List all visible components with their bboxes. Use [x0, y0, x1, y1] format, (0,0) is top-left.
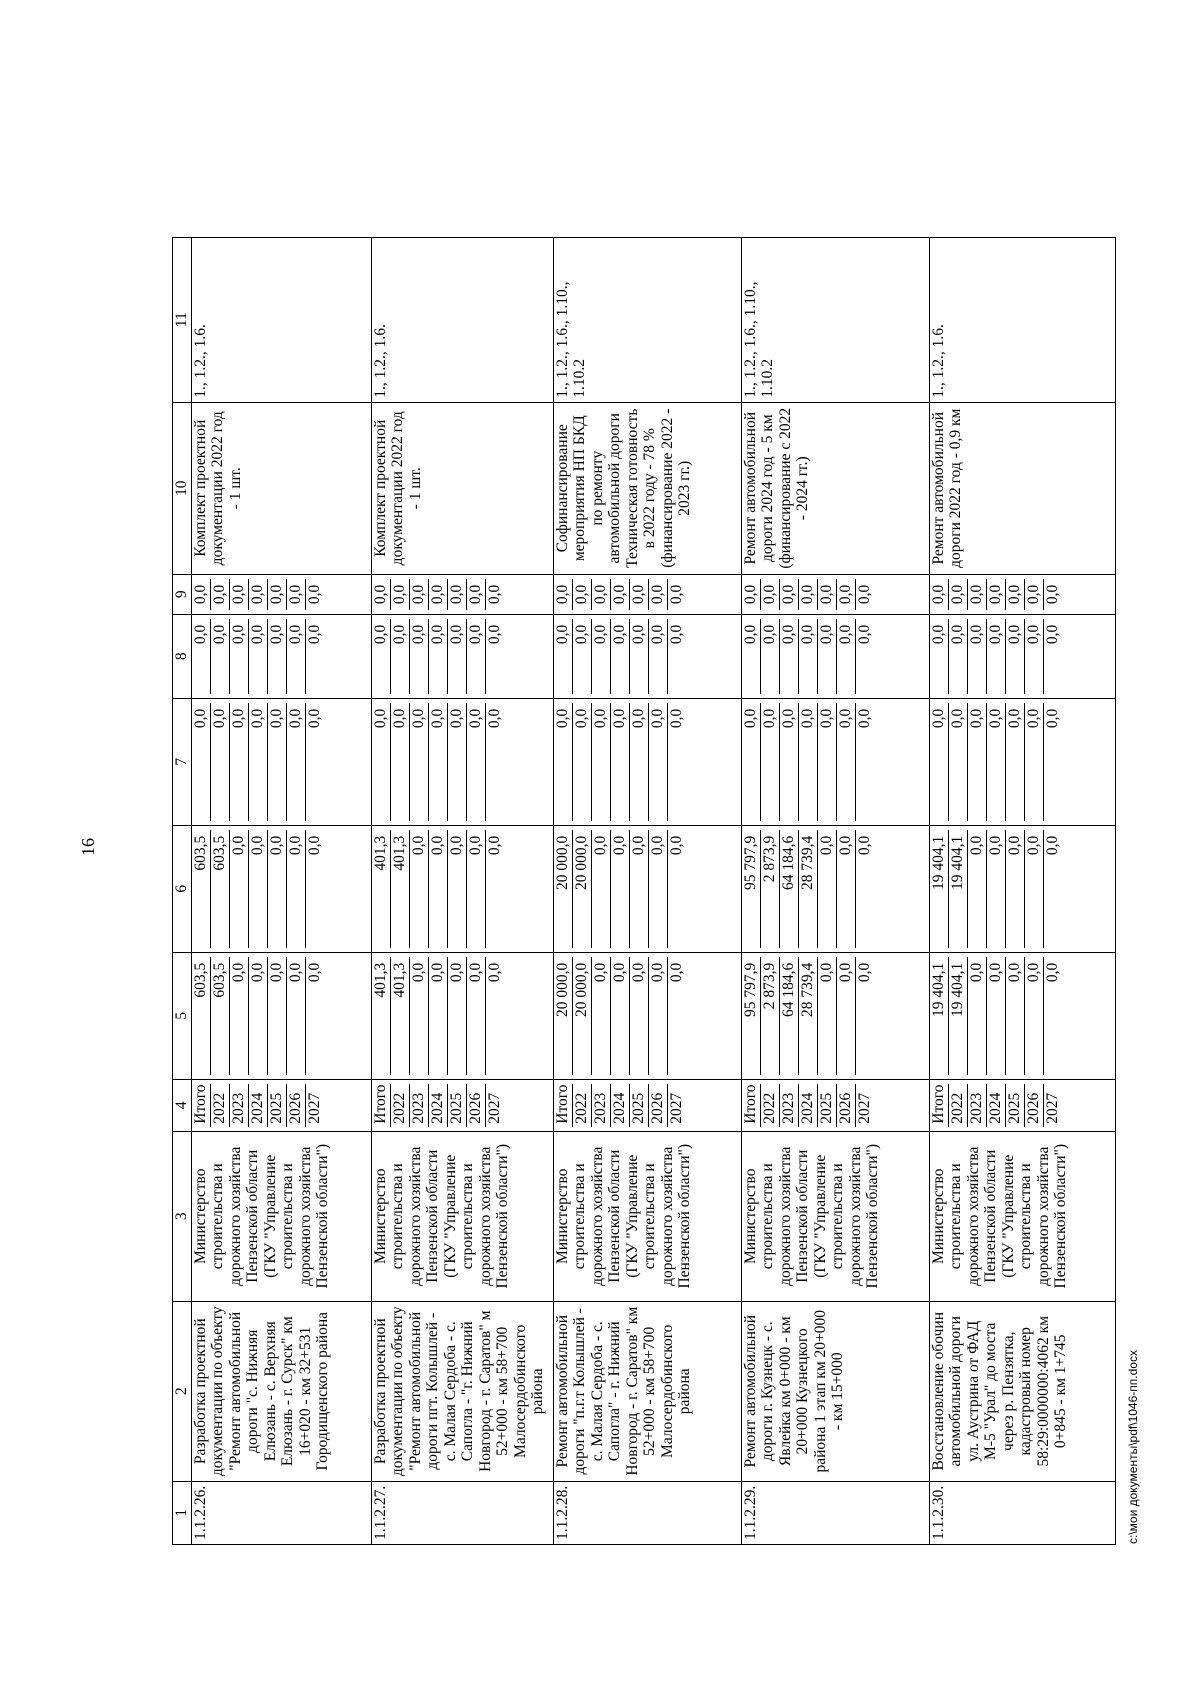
- amount-cell: 0,0: [986, 579, 1005, 610]
- amount-column: [929, 614, 1115, 698]
- amount-column: [741, 614, 929, 698]
- amount-column: [929, 698, 1115, 825]
- expected-result: Комплект проектной документации 2022 год - 1 шт.: [371, 402, 553, 574]
- table-row: [741, 237, 929, 1544]
- amount-cell: 0,0: [305, 835, 323, 856]
- amount-cell: 0,0: [229, 619, 248, 694]
- amount-cell: 0,0: [192, 703, 211, 821]
- year-cell: 2026: [648, 1084, 667, 1127]
- amount-cell: 401,3: [390, 830, 409, 948]
- amount-cell: 0,0: [779, 579, 798, 610]
- amount-cell: 0,0: [855, 584, 873, 605]
- amount-cell: 0,0: [409, 830, 428, 948]
- amount-cell: 0,0: [485, 584, 503, 605]
- year-cell: 2025: [447, 1084, 466, 1127]
- amount-cell: 0,0: [798, 703, 817, 821]
- amount-cell: 28 739,4: [798, 830, 817, 948]
- year-cell: 2025: [629, 1084, 648, 1127]
- header-cell: 6: [173, 825, 192, 952]
- row-number: 1.1.2.26.: [191, 1481, 371, 1544]
- amount-cell: 0,0: [267, 830, 286, 948]
- amount-cell: 0,0: [286, 703, 305, 821]
- amount-column: [371, 698, 553, 825]
- amount-cell: 0,0: [967, 703, 986, 821]
- amount-cell: 0,0: [967, 830, 986, 948]
- amount-cell: 0,0: [390, 703, 409, 821]
- amount-cell: 0,0: [1043, 708, 1061, 729]
- amount-cell: 0,0: [447, 830, 466, 948]
- amount-cell: 0,0: [986, 957, 1005, 1075]
- amount-column: [553, 698, 741, 825]
- year-cell: 2027: [667, 1092, 685, 1124]
- header-cell: 4: [173, 1079, 192, 1131]
- amount-cell: 0,0: [742, 703, 761, 821]
- amount-cell: 28 739,4: [798, 957, 817, 1075]
- amount-cell: 0,0: [554, 579, 573, 610]
- year-cell: Итого: [192, 1084, 211, 1127]
- amount-cell: 0,0: [267, 619, 286, 694]
- year-cell: 2026: [836, 1084, 855, 1127]
- amount-column: [741, 825, 929, 952]
- amount-cell: 0,0: [447, 579, 466, 610]
- object-name: Ремонт автомобильной дороги г. Кузнецк - с. Явлейка км 0+000 - км 20+000 Кузнецкого района 1 этап км 20+000 - км 15+000: [741, 1301, 929, 1481]
- amount-cell: 0,0: [229, 830, 248, 948]
- amount-cell: 0,0: [817, 830, 836, 948]
- executor: Министерство строительства и дорожного хозяйства Пензенской области (ГКУ "Управление строительства и дорожного хозяйства Пензенской области"): [741, 1131, 929, 1301]
- amount-column: [191, 952, 371, 1079]
- amount-cell: 0,0: [836, 703, 855, 821]
- table-row: [929, 237, 1115, 1544]
- indicator-ref: 1., 1.2., 1.6.: [371, 237, 553, 402]
- amount-cell: 0,0: [192, 579, 211, 610]
- header-cell: 11: [173, 237, 192, 402]
- amount-column: [929, 574, 1115, 614]
- amount-cell: 603,5: [210, 830, 229, 948]
- amount-cell: 19 404,1: [930, 830, 949, 948]
- amount-cell: 0,0: [409, 703, 428, 821]
- amount-cell: 0,0: [742, 619, 761, 694]
- amount-cell: 0,0: [466, 830, 485, 948]
- amount-cell: 0,0: [305, 708, 323, 729]
- amount-cell: 0,0: [855, 835, 873, 856]
- amount-column: [371, 825, 553, 952]
- amount-cell: 2 873,9: [760, 830, 779, 948]
- amount-cell: 0,0: [610, 619, 629, 694]
- amount-cell: 0,0: [428, 957, 447, 1075]
- amount-cell: 0,0: [466, 619, 485, 694]
- year-cell: 2025: [1005, 1084, 1024, 1127]
- amount-column: [553, 614, 741, 698]
- footer-filepath: с:\мои документы\pdf\1046-пп.docx: [1126, 1350, 1140, 1544]
- program-table: [172, 237, 1116, 1545]
- amount-cell: 0,0: [466, 957, 485, 1075]
- amount-cell: 95 797,9: [742, 830, 761, 948]
- executor: Министерство строительства и дорожного хозяйства Пензенской области (ГКУ "Управление строительства и дорожного хозяйства Пензенской области"): [371, 1131, 553, 1301]
- year-cell: 2025: [817, 1084, 836, 1127]
- amount-cell: 0,0: [930, 619, 949, 694]
- header-cell: 3: [173, 1131, 192, 1301]
- amount-cell: 95 797,9: [742, 957, 761, 1075]
- year-cell: 2024: [610, 1084, 629, 1127]
- amount-cell: 0,0: [447, 957, 466, 1075]
- amount-cell: 0,0: [967, 579, 986, 610]
- amount-cell: 19 404,1: [948, 830, 967, 948]
- year-cell: 2025: [267, 1084, 286, 1127]
- year-cell: 2023: [591, 1084, 610, 1127]
- amount-cell: 603,5: [210, 957, 229, 1075]
- amount-cell: 0,0: [591, 579, 610, 610]
- amount-cell: 0,0: [447, 703, 466, 821]
- year-cell: 2026: [466, 1084, 485, 1127]
- amount-cell: 0,0: [1043, 624, 1061, 645]
- amount-cell: 0,0: [779, 619, 798, 694]
- amount-cell: 0,0: [629, 619, 648, 694]
- amount-cell: 0,0: [466, 579, 485, 610]
- page-number: 16: [78, 838, 98, 856]
- expected-result: Ремонт автомобильной дороги 2024 год - 5 км (финансирование с 2022 - 2024 гг.): [741, 402, 929, 574]
- year-cell: 2022: [572, 1084, 591, 1127]
- year-cell: 2024: [798, 1084, 817, 1127]
- object-name: Ремонт автомобильной дороги "п.г.т Колышлей - с. Малая Сердоба - с. Сапогла" - г. Нижний Новгород - г. Саратов" км 52+000 - км 58+700 Малосердобинского района: [553, 1301, 741, 1481]
- amount-cell: 0,0: [855, 708, 873, 729]
- amount-cell: 0,0: [667, 962, 685, 983]
- amount-cell: 0,0: [409, 957, 428, 1075]
- amount-cell: 0,0: [409, 579, 428, 610]
- year-cell: Итого: [930, 1084, 949, 1127]
- amount-column: [741, 952, 929, 1079]
- amount-cell: 0,0: [648, 957, 667, 1075]
- amount-cell: 0,0: [817, 579, 836, 610]
- amount-cell: 0,0: [610, 957, 629, 1075]
- amount-cell: 0,0: [428, 830, 447, 948]
- amount-cell: 0,0: [229, 703, 248, 821]
- amount-cell: 0,0: [779, 703, 798, 821]
- amount-cell: 0,0: [372, 703, 391, 821]
- amount-cell: 0,0: [267, 579, 286, 610]
- amount-cell: 0,0: [836, 830, 855, 948]
- amount-cell: 0,0: [667, 708, 685, 729]
- year-cell: 2024: [986, 1084, 1005, 1127]
- expected-result: Ремонт автомобильной дороги 2022 год - 0,9 км: [929, 402, 1115, 574]
- amount-cell: 0,0: [305, 624, 323, 645]
- year-cell: Итого: [554, 1084, 573, 1127]
- amount-cell: 0,0: [466, 703, 485, 821]
- amount-column: [741, 574, 929, 614]
- amount-cell: 0,0: [930, 579, 949, 610]
- expected-result: Комплект проектной документации 2022 год - 1 шт.: [191, 402, 371, 574]
- amount-cell: 0,0: [742, 579, 761, 610]
- row-number: 1.1.2.27.: [371, 1481, 553, 1544]
- amount-cell: 0,0: [760, 579, 779, 610]
- amount-cell: 0,0: [1024, 830, 1043, 948]
- amount-cell: 0,0: [648, 579, 667, 610]
- amount-cell: 0,0: [248, 957, 267, 1075]
- year-cell: 2026: [1024, 1084, 1043, 1127]
- amount-cell: 401,3: [390, 957, 409, 1075]
- amount-cell: 0,0: [1024, 957, 1043, 1075]
- indicator-ref: 1., 1.2., 1.6.: [929, 237, 1115, 402]
- indicator-ref: 1., 1.2., 1.6., 1.10., 1.10.2: [741, 237, 929, 402]
- year-cell: 2022: [948, 1084, 967, 1127]
- object-name: Восстановление обочин автомобильной дороги ул. Аустрина от ФАД М-5 "Урал" до моста через р. Пензятка, кадастровый номер 58:29:0000000:4062 км 0+845 - км 1+745: [929, 1301, 1115, 1481]
- amount-cell: 0,0: [629, 830, 648, 948]
- header-cell: 9: [173, 574, 192, 614]
- header-cell: 2: [173, 1301, 192, 1481]
- amount-cell: 0,0: [629, 579, 648, 610]
- amount-cell: 0,0: [948, 579, 967, 610]
- amount-cell: 0,0: [1024, 619, 1043, 694]
- year-cell: 2023: [779, 1084, 798, 1127]
- amount-cell: 0,0: [1043, 962, 1061, 983]
- amount-cell: 0,0: [372, 619, 391, 694]
- object-name: Разработка проектной документации по объекту "Ремонт автомобильной дороги пгт. Колышлей - с. Малая Сердоба - с. Сапогла - "г. Нижний Новгород - г. Саратов" м 52+000 - км 58+700 Малосердобинского района: [371, 1301, 553, 1481]
- amount-cell: 0,0: [428, 703, 447, 821]
- amount-cell: 0,0: [267, 703, 286, 821]
- amount-cell: 20 000,0: [554, 830, 573, 948]
- amount-cell: 0,0: [1005, 619, 1024, 694]
- amount-cell: 0,0: [948, 703, 967, 821]
- amount-cell: 0,0: [210, 619, 229, 694]
- amount-column: [371, 952, 553, 1079]
- amount-cell: 0,0: [817, 703, 836, 821]
- year-cell: 2023: [229, 1084, 248, 1127]
- expected-result: Софинансирование мероприятия НП БКД по ремонту автомобильной дороги Техническая готовность в 2022 году - 78 % (финансирование 2022 - 2023 гг.): [553, 402, 741, 574]
- amount-cell: 0,0: [817, 619, 836, 694]
- amount-cell: 0,0: [1005, 830, 1024, 948]
- amount-cell: 0,0: [610, 579, 629, 610]
- year-column: [553, 1079, 741, 1131]
- year-cell: 2023: [967, 1084, 986, 1127]
- amount-cell: 20 000,0: [572, 957, 591, 1075]
- amount-cell: 0,0: [836, 579, 855, 610]
- amount-cell: 0,0: [485, 835, 503, 856]
- amount-cell: 0,0: [760, 703, 779, 821]
- amount-column: [553, 952, 741, 1079]
- header-cell: 5: [173, 952, 192, 1079]
- year-cell: 2027: [1043, 1092, 1061, 1124]
- row-number: 1.1.2.29.: [741, 1481, 929, 1544]
- amount-cell: 0,0: [554, 619, 573, 694]
- amount-cell: 0,0: [836, 957, 855, 1075]
- indicator-ref: 1., 1.2., 1.6., 1.10., 1.10.2: [553, 237, 741, 402]
- amount-cell: 0,0: [610, 703, 629, 821]
- amount-cell: 0,0: [1024, 703, 1043, 821]
- amount-column: [741, 698, 929, 825]
- amount-cell: 0,0: [967, 957, 986, 1075]
- amount-cell: 0,0: [1005, 957, 1024, 1075]
- amount-cell: 0,0: [1043, 584, 1061, 605]
- amount-cell: 0,0: [648, 619, 667, 694]
- amount-cell: 0,0: [210, 703, 229, 821]
- amount-cell: 64 184,6: [779, 830, 798, 948]
- header-row: [173, 237, 192, 1544]
- row-number: 1.1.2.30.: [929, 1481, 1115, 1544]
- year-cell: 2022: [390, 1084, 409, 1127]
- amount-cell: 2 873,9: [760, 957, 779, 1075]
- amount-cell: 64 184,6: [779, 957, 798, 1075]
- amount-cell: 0,0: [817, 957, 836, 1075]
- table-row: [371, 237, 553, 1544]
- amount-cell: 0,0: [667, 624, 685, 645]
- amount-cell: 0,0: [267, 957, 286, 1075]
- indicator-ref: 1., 1.2., 1.6.: [191, 237, 371, 402]
- amount-cell: 0,0: [485, 708, 503, 729]
- year-column: [741, 1079, 929, 1131]
- amount-cell: 0,0: [1005, 703, 1024, 821]
- amount-cell: 20 000,0: [572, 830, 591, 948]
- table-row: [191, 237, 371, 1544]
- amount-cell: 0,0: [210, 579, 229, 610]
- amount-column: [191, 825, 371, 952]
- amount-cell: 0,0: [192, 619, 211, 694]
- year-cell: 2022: [760, 1084, 779, 1127]
- amount-cell: 0,0: [591, 619, 610, 694]
- amount-cell: 0,0: [629, 703, 648, 821]
- year-cell: Итого: [742, 1084, 761, 1127]
- year-cell: 2027: [485, 1092, 503, 1124]
- amount-cell: 0,0: [286, 957, 305, 1075]
- amount-cell: 0,0: [1005, 579, 1024, 610]
- amount-cell: 0,0: [667, 584, 685, 605]
- year-cell: 2024: [248, 1084, 267, 1127]
- amount-cell: 0,0: [572, 703, 591, 821]
- amount-cell: 0,0: [305, 962, 323, 983]
- amount-cell: 0,0: [760, 619, 779, 694]
- amount-cell: 0,0: [248, 830, 267, 948]
- amount-cell: 603,5: [192, 957, 211, 1075]
- row-number: 1.1.2.28.: [553, 1481, 741, 1544]
- amount-column: [191, 574, 371, 614]
- amount-cell: 0,0: [372, 579, 391, 610]
- amount-cell: 0,0: [554, 703, 573, 821]
- amount-cell: 0,0: [1024, 579, 1043, 610]
- amount-cell: 0,0: [390, 579, 409, 610]
- header-cell: 7: [173, 698, 192, 825]
- amount-cell: 0,0: [390, 619, 409, 694]
- amount-cell: 401,3: [372, 957, 391, 1075]
- header-cell: 1: [173, 1481, 192, 1544]
- amount-cell: 0,0: [248, 703, 267, 821]
- amount-column: [191, 698, 371, 825]
- amount-cell: 0,0: [286, 619, 305, 694]
- header-cell: 10: [173, 402, 192, 574]
- amount-cell: 0,0: [667, 835, 685, 856]
- amount-cell: 0,0: [591, 830, 610, 948]
- amount-cell: 401,3: [372, 830, 391, 948]
- amount-cell: 0,0: [229, 957, 248, 1075]
- amount-cell: 0,0: [591, 957, 610, 1075]
- amount-cell: 0,0: [855, 962, 873, 983]
- year-cell: 2023: [409, 1084, 428, 1127]
- amount-cell: 0,0: [855, 624, 873, 645]
- year-column: [191, 1079, 371, 1131]
- amount-cell: 0,0: [286, 830, 305, 948]
- year-cell: 2027: [855, 1092, 873, 1124]
- amount-cell: 0,0: [648, 703, 667, 821]
- amount-cell: 0,0: [986, 830, 1005, 948]
- amount-cell: 0,0: [248, 619, 267, 694]
- amount-cell: 0,0: [248, 579, 267, 610]
- amount-column: [553, 825, 741, 952]
- amount-cell: 20 000,0: [554, 957, 573, 1075]
- amount-cell: 0,0: [986, 703, 1005, 821]
- amount-column: [371, 614, 553, 698]
- year-cell: 2026: [286, 1084, 305, 1127]
- amount-cell: 0,0: [836, 619, 855, 694]
- amount-cell: 603,5: [192, 830, 211, 948]
- amount-cell: 0,0: [485, 624, 503, 645]
- amount-cell: 0,0: [798, 579, 817, 610]
- amount-cell: 0,0: [409, 619, 428, 694]
- amount-cell: 0,0: [610, 830, 629, 948]
- amount-column: [929, 952, 1115, 1079]
- amount-cell: 0,0: [930, 703, 949, 821]
- amount-cell: 19 404,1: [948, 957, 967, 1075]
- year-cell: 2024: [428, 1084, 447, 1127]
- amount-column: [371, 574, 553, 614]
- executor: Министерство строительства и дорожного хозяйства Пензенской области (ГКУ "Управление строительства и дорожного хозяйства Пензенской области"): [929, 1131, 1115, 1301]
- amount-cell: 0,0: [305, 584, 323, 605]
- amount-cell: 0,0: [428, 619, 447, 694]
- amount-cell: 19 404,1: [930, 957, 949, 1075]
- year-cell: 2022: [210, 1084, 229, 1127]
- executor: Министерство строительства и дорожного хозяйства Пензенской области (ГКУ "Управление строительства и дорожного хозяйства Пензенской области"): [191, 1131, 371, 1301]
- amount-cell: 0,0: [1043, 835, 1061, 856]
- object-name: Разработка проектной документации по объекту "Ремонт автомобильной дороги "с. Нижняя Елюзань - с. Верхняя Елюзань - г. Сурск" км 16+020 - км 32+531 Городищенского района: [191, 1301, 371, 1481]
- amount-cell: 0,0: [286, 579, 305, 610]
- amount-cell: 0,0: [986, 619, 1005, 694]
- amount-column: [929, 825, 1115, 952]
- year-column: [371, 1079, 553, 1131]
- amount-cell: 0,0: [428, 579, 447, 610]
- amount-cell: 0,0: [485, 962, 503, 983]
- amount-cell: 0,0: [591, 703, 610, 821]
- table-row: [553, 237, 741, 1544]
- amount-cell: 0,0: [229, 579, 248, 610]
- amount-cell: 0,0: [447, 619, 466, 694]
- amount-column: [553, 574, 741, 614]
- amount-cell: 0,0: [572, 619, 591, 694]
- amount-column: [191, 614, 371, 698]
- amount-cell: 0,0: [967, 619, 986, 694]
- header-cell: 8: [173, 614, 192, 698]
- year-column: [929, 1079, 1115, 1131]
- amount-cell: 0,0: [648, 830, 667, 948]
- amount-cell: 0,0: [572, 579, 591, 610]
- amount-cell: 0,0: [629, 957, 648, 1075]
- amount-cell: 0,0: [798, 619, 817, 694]
- amount-cell: 0,0: [948, 619, 967, 694]
- year-cell: 2027: [305, 1092, 323, 1124]
- executor: Министерство строительства и дорожного хозяйства Пензенской области (ГКУ "Управление строительства и дорожного хозяйства Пензенской области"): [553, 1131, 741, 1301]
- year-cell: Итого: [372, 1084, 391, 1127]
